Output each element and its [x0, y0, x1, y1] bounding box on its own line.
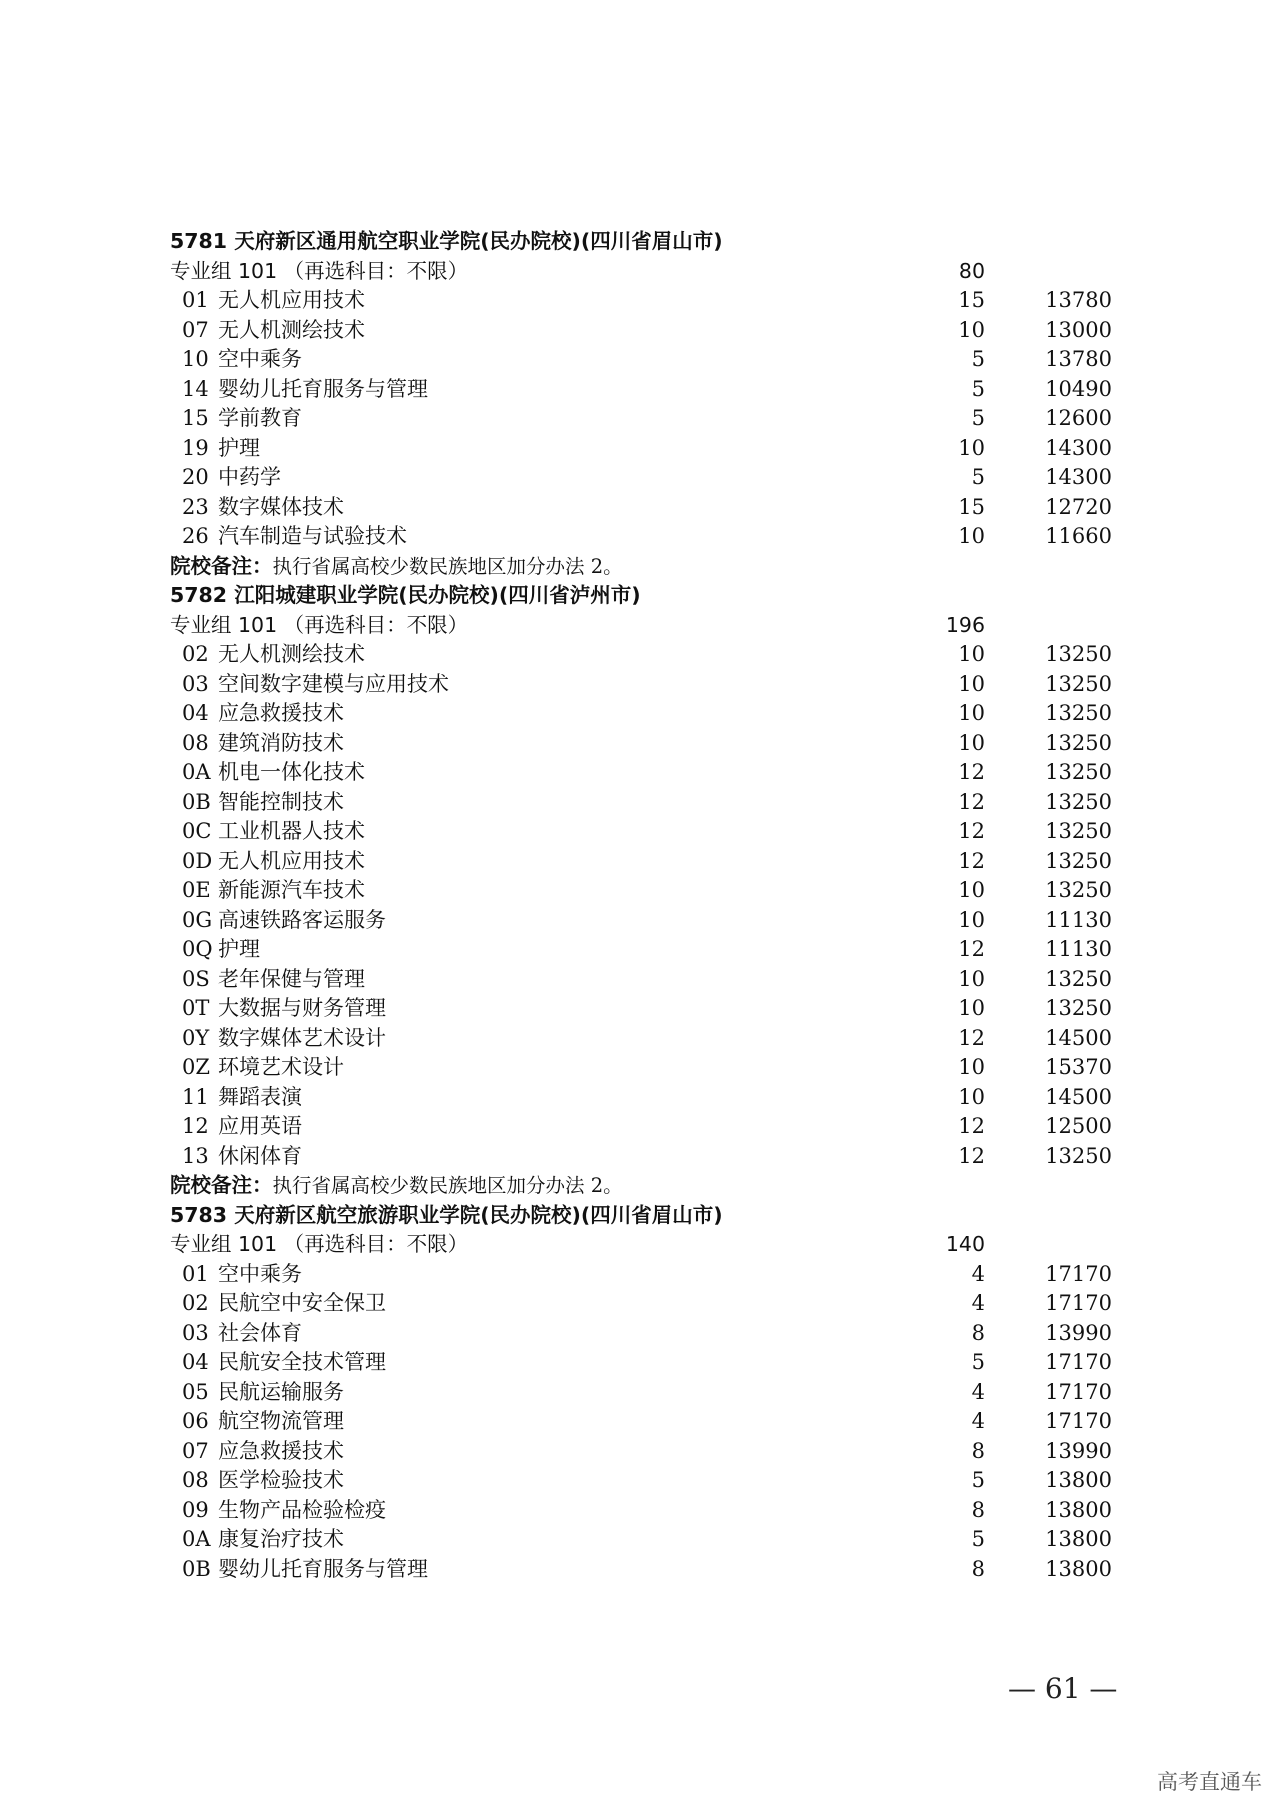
- major-code: 0E: [182, 878, 211, 902]
- major-fee: 13250: [1045, 878, 1112, 902]
- major-row: [170, 699, 1150, 729]
- major-plan: 4: [971, 1261, 985, 1286]
- major-fee: 13800: [1045, 1556, 1112, 1581]
- major-name: 新能源汽车技术: [218, 878, 365, 902]
- major-row: [170, 1260, 1150, 1290]
- major-fee: 14300: [1045, 465, 1112, 489]
- major-plan: 12: [958, 1114, 985, 1138]
- major-fee: 13250: [1045, 730, 1112, 755]
- major-fee: 13250: [1045, 701, 1112, 725]
- major-code: 06: [182, 1409, 209, 1433]
- major-plan: 8: [971, 1556, 985, 1581]
- major-code: 0T: [182, 996, 210, 1020]
- major-fee: 13250: [1045, 996, 1112, 1020]
- major-plan: 5: [971, 1350, 985, 1374]
- major-name: 工业机器人技术: [218, 819, 365, 843]
- major-code: 13: [182, 1143, 209, 1168]
- major-name: 环境艺术设计: [218, 1055, 344, 1079]
- major-code: 07: [182, 317, 209, 342]
- major-row: [170, 345, 1150, 375]
- major-name: 医学检验技术: [218, 1468, 344, 1492]
- major-fee: 14500: [1045, 1084, 1112, 1109]
- major-plan: 5: [971, 1527, 985, 1551]
- major-fee: 13250: [1045, 966, 1112, 991]
- major-fee: 13780: [1045, 288, 1112, 312]
- major-name: 智能控制技术: [218, 789, 344, 814]
- major-code: 01: [182, 1261, 209, 1286]
- major-name: 机电一体化技术: [218, 760, 365, 784]
- major-code: 19: [182, 435, 209, 460]
- major-name: 空中乘务: [218, 1261, 302, 1286]
- major-name: 护理: [218, 435, 260, 460]
- major-row: [170, 1024, 1150, 1054]
- major-code: 09: [182, 1497, 209, 1522]
- major-code: 02: [182, 1291, 209, 1315]
- major-row: [170, 670, 1150, 700]
- major-plan: 12: [958, 760, 985, 784]
- major-plan: 4: [971, 1379, 985, 1404]
- group-total: 80: [958, 258, 985, 283]
- major-code: 08: [182, 1468, 209, 1492]
- major-row: [170, 463, 1150, 493]
- major-fee: 15370: [1045, 1055, 1112, 1079]
- major-name: 应急救援技术: [218, 1438, 344, 1463]
- document-body: [170, 227, 1150, 1584]
- major-fee: 17170: [1045, 1409, 1112, 1433]
- major-row: [170, 935, 1150, 965]
- major-row: [170, 375, 1150, 405]
- major-name: 社会体育: [218, 1320, 302, 1345]
- major-code: 15: [182, 406, 209, 430]
- major-fee: 14300: [1045, 435, 1112, 460]
- major-plan: 5: [971, 1468, 985, 1492]
- major-group-row: [170, 1230, 1150, 1260]
- major-row: [170, 788, 1150, 818]
- major-plan: 4: [971, 1291, 985, 1315]
- major-row: [170, 1525, 1150, 1555]
- watermark-text: 高考直通车: [1157, 1770, 1262, 1794]
- major-plan: 8: [971, 1497, 985, 1522]
- major-name: 中药学: [218, 465, 281, 489]
- major-code: 05: [182, 1379, 209, 1404]
- major-fee: 13250: [1045, 760, 1112, 784]
- major-plan: 12: [958, 819, 985, 843]
- major-plan: 12: [958, 1025, 985, 1050]
- major-code: 11: [182, 1084, 209, 1109]
- major-code: 0A: [182, 1527, 211, 1551]
- major-name: 应急救援技术: [218, 701, 344, 725]
- major-row: [170, 729, 1150, 759]
- major-plan: 12: [958, 848, 985, 873]
- note-label: 院校备注：: [170, 1173, 273, 1197]
- major-fee: 13250: [1045, 1143, 1112, 1168]
- major-name: 数字媒体技术: [218, 494, 344, 519]
- major-row: [170, 493, 1150, 523]
- major-code: 0G: [182, 907, 213, 932]
- group-total: 196: [945, 612, 985, 637]
- major-row: [170, 286, 1150, 316]
- major-plan: 15: [958, 494, 985, 519]
- major-row: [170, 1437, 1150, 1467]
- major-plan: 8: [971, 1320, 985, 1345]
- major-code: 23: [182, 494, 209, 519]
- major-name: 民航运输服务: [218, 1379, 344, 1404]
- major-row: [170, 1496, 1150, 1526]
- major-fee: 11130: [1045, 937, 1112, 961]
- major-name: 建筑消防技术: [218, 730, 344, 755]
- major-group-row: [170, 611, 1150, 641]
- major-fee: 13990: [1045, 1320, 1112, 1345]
- major-row: [170, 906, 1150, 936]
- major-code: 0D: [182, 848, 213, 873]
- school-note: [170, 552, 1150, 582]
- major-name: 应用英语: [218, 1114, 302, 1138]
- major-fee: 12500: [1045, 1114, 1112, 1138]
- major-plan: 10: [958, 878, 985, 902]
- major-plan: 10: [958, 524, 985, 548]
- group-label: 专业组 101 （再选科目：不限）: [170, 258, 469, 283]
- major-row: [170, 847, 1150, 877]
- major-plan: 12: [958, 937, 985, 961]
- major-plan: 5: [971, 347, 985, 371]
- major-name: 无人机应用技术: [218, 288, 365, 312]
- major-code: 0C: [182, 819, 212, 843]
- major-name: 民航空中安全保卫: [218, 1291, 386, 1315]
- major-name: 航空物流管理: [218, 1409, 344, 1433]
- major-row: [170, 1112, 1150, 1142]
- major-fee: 13780: [1045, 347, 1112, 371]
- page-number: — 61 —: [1008, 1672, 1118, 1705]
- major-row: [170, 1555, 1150, 1585]
- major-code: 0S: [182, 966, 210, 991]
- major-fee: 12600: [1045, 406, 1112, 430]
- major-row: [170, 758, 1150, 788]
- major-row: [170, 404, 1150, 434]
- major-code: 12: [182, 1114, 209, 1138]
- major-fee: 17170: [1045, 1261, 1112, 1286]
- major-name: 无人机应用技术: [218, 848, 365, 873]
- major-fee: 17170: [1045, 1379, 1112, 1404]
- major-fee: 17170: [1045, 1350, 1112, 1374]
- major-code: 0Z: [182, 1055, 210, 1079]
- major-code: 26: [182, 524, 209, 548]
- major-name: 休闲体育: [218, 1143, 302, 1168]
- major-fee: 14500: [1045, 1025, 1112, 1050]
- major-row: [170, 1319, 1150, 1349]
- major-name: 婴幼儿托育服务与管理: [218, 1556, 428, 1581]
- major-fee: 10490: [1045, 376, 1112, 401]
- major-row: [170, 1466, 1150, 1496]
- major-plan: 12: [958, 1143, 985, 1168]
- major-row: [170, 876, 1150, 906]
- major-fee: 11130: [1045, 907, 1112, 932]
- note-text: 执行省属高校少数民族地区加分办法 2。: [272, 554, 623, 578]
- major-code: 03: [182, 671, 209, 696]
- major-code: 0B: [182, 789, 211, 814]
- major-name: 高速铁路客运服务: [218, 907, 386, 932]
- major-row: [170, 316, 1150, 346]
- major-plan: 5: [971, 376, 985, 401]
- school-header: 5781 天府新区通用航空职业学院(民办院校)(四川省眉山市): [170, 229, 723, 253]
- major-plan: 10: [958, 642, 985, 666]
- major-code: 0A: [182, 760, 211, 784]
- major-plan: 10: [958, 907, 985, 932]
- major-row: [170, 1348, 1150, 1378]
- major-code: 20: [182, 465, 209, 489]
- major-fee: 13800: [1045, 1468, 1112, 1492]
- major-plan: 10: [958, 1084, 985, 1109]
- major-plan: 10: [958, 730, 985, 755]
- major-fee: 13250: [1045, 789, 1112, 814]
- major-name: 空间数字建模与应用技术: [218, 671, 449, 696]
- major-fee: 13990: [1045, 1438, 1112, 1463]
- major-code: 0Y: [182, 1025, 210, 1050]
- major-name: 老年保健与管理: [218, 966, 365, 991]
- major-code: 10: [182, 347, 209, 371]
- major-plan: 10: [958, 317, 985, 342]
- group-label: 专业组 101 （再选科目：不限）: [170, 612, 469, 637]
- major-plan: 12: [958, 789, 985, 814]
- major-fee: 13250: [1045, 819, 1112, 843]
- major-row: [170, 1289, 1150, 1319]
- major-plan: 10: [958, 435, 985, 460]
- major-name: 学前教育: [218, 406, 302, 430]
- note-text: 执行省属高校少数民族地区加分办法 2。: [272, 1174, 623, 1197]
- major-plan: 10: [958, 1055, 985, 1079]
- school-header: 5783 天府新区航空旅游职业学院(民办院校)(四川省眉山市): [170, 1202, 723, 1227]
- group-label: 专业组 101 （再选科目：不限）: [170, 1232, 469, 1256]
- major-plan: 10: [958, 996, 985, 1020]
- major-code: 02: [182, 642, 209, 666]
- major-name: 汽车制造与试验技术: [218, 524, 407, 548]
- major-row: [170, 522, 1150, 552]
- major-fee: 17170: [1045, 1291, 1112, 1315]
- major-row: [170, 1378, 1150, 1408]
- major-code: 01: [182, 288, 209, 312]
- major-name: 大数据与财务管理: [218, 996, 386, 1020]
- major-row: [170, 994, 1150, 1024]
- major-fee: 13800: [1045, 1527, 1112, 1551]
- major-row: [170, 640, 1150, 670]
- major-plan: 4: [971, 1409, 985, 1433]
- major-name: 空中乘务: [218, 347, 302, 371]
- major-plan: 10: [958, 966, 985, 991]
- major-name: 数字媒体艺术设计: [218, 1025, 386, 1050]
- major-row: [170, 965, 1150, 995]
- major-fee: 13000: [1045, 317, 1112, 342]
- major-name: 无人机测绘技术: [218, 642, 365, 666]
- major-plan: 5: [971, 406, 985, 430]
- major-name: 护理: [218, 937, 260, 961]
- major-fee: 13250: [1045, 642, 1112, 666]
- major-fee: 13800: [1045, 1497, 1112, 1522]
- major-fee: 13250: [1045, 671, 1112, 696]
- major-row: [170, 1053, 1150, 1083]
- major-code: 04: [182, 701, 209, 725]
- major-group-row: [170, 257, 1150, 287]
- major-code: 14: [182, 376, 209, 401]
- major-code: 08: [182, 730, 209, 755]
- major-code: 07: [182, 1438, 209, 1463]
- major-name: 民航安全技术管理: [218, 1350, 386, 1374]
- major-name: 舞蹈表演: [218, 1084, 302, 1109]
- school-header: 5782 江阳城建职业学院(民办院校)(四川省泸州市): [170, 583, 641, 607]
- major-code: 0B: [182, 1556, 211, 1581]
- major-plan: 15: [958, 288, 985, 312]
- major-plan: 10: [958, 671, 985, 696]
- major-name: 生物产品检验检疫: [218, 1497, 386, 1522]
- major-row: [170, 1142, 1150, 1172]
- major-fee: 12720: [1045, 494, 1112, 519]
- major-code: 0Q: [182, 937, 213, 961]
- major-name: 无人机测绘技术: [218, 317, 365, 342]
- major-plan: 10: [958, 701, 985, 725]
- major-plan: 8: [971, 1438, 985, 1463]
- major-row: [170, 817, 1150, 847]
- major-row: [170, 1083, 1150, 1113]
- major-name: 婴幼儿托育服务与管理: [218, 376, 428, 401]
- note-label: 院校备注：: [170, 553, 273, 578]
- group-total: 140: [945, 1232, 985, 1256]
- major-plan: 5: [971, 465, 985, 489]
- major-code: 03: [182, 1320, 209, 1345]
- major-row: [170, 434, 1150, 464]
- major-fee: 13250: [1045, 848, 1112, 873]
- school-note: [170, 1171, 1150, 1201]
- major-name: 康复治疗技术: [218, 1527, 344, 1551]
- major-code: 04: [182, 1350, 209, 1374]
- major-fee: 11660: [1045, 524, 1112, 548]
- major-row: [170, 1407, 1150, 1437]
